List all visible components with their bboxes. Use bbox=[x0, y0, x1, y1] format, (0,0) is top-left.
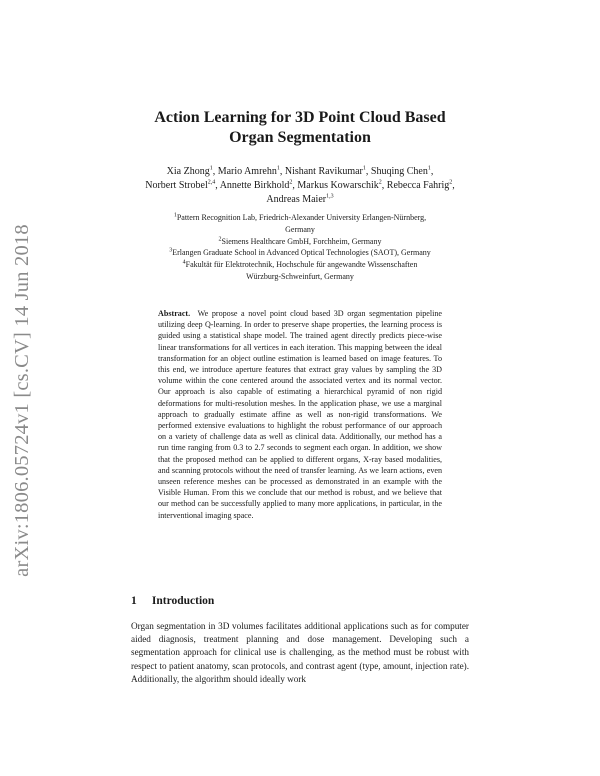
affiliation-text: Germany bbox=[285, 224, 315, 234]
author-affil-marker: 1 bbox=[427, 165, 431, 172]
abstract-text: We propose a novel point cloud based 3D organ segmentation pipeline utilizing deep Q-learning. In order to preserve shape properties, the learning process is guided using a statistical shape model. The trained agent directly predicts piece-wise linear transformations for all vertices in each iteration. This mapping between the ideal transformation for an object outline estimation is learned based on image features. To this end, we introduce aperture features that extract gray values by sampling the 3D volume within the cone centered around the associated vertex and its normal vector. Our approach is also capable of estimating a hierarchical pyramid of non rigid deformations for multi-resolution meshes. In the application phase, we use a marginal approach to gradually estimate affine as well as non-rigid transformations. We performed extensive evaluations to highlight the robust performance of our approach on a variety of challenge data as well as clinical data. Additionally, our method has a run time ranging from 0.3 to 2.7 seconds to segment each organ. In addition, we show that the proposed method can be applied to different organs, X-ray based modalities, and scanning protocols without the need of transfer learning. As we learn actions, even unseen reference meshes can be processed as demonstrated in an example with the Visible Human. From this we conclude that our method is robust, and we believe that our method can be successfully applied to many more applications, in particular, in the interventional imaging space. bbox=[158, 309, 442, 520]
author-sep: , bbox=[365, 166, 371, 177]
affiliation bbox=[115, 236, 485, 248]
affiliation-marker: 2 bbox=[218, 235, 222, 242]
author-name: Andreas Maier bbox=[266, 194, 327, 205]
affiliation bbox=[115, 224, 485, 236]
author bbox=[218, 166, 285, 177]
author-affil-marker: 2,4 bbox=[207, 179, 216, 186]
author-name: Norbert Strobel bbox=[145, 180, 208, 191]
affiliation-marker: 4 bbox=[182, 259, 186, 266]
author-affil-marker: 2 bbox=[289, 179, 293, 186]
author-affil-marker: 1 bbox=[209, 165, 213, 172]
arxiv-identifier bbox=[12, 200, 32, 600]
author-sep: , bbox=[212, 166, 218, 177]
author-affil-marker: 1 bbox=[362, 165, 366, 172]
introduction-paragraph: Organ segmentation in 3D volumes facilitates additional applications such as for computer aided diagnosis, treatment planning and dose management. Developing such a segmentation approach for clinical use is challenging, as the method must be robust with respect to patient anatomy, scan protocols, and contrast agent (type, amount, injection rate). Additionally, the algorithm should ideally work bbox=[131, 621, 469, 684]
author-name: Markus Kowarschik bbox=[297, 180, 379, 191]
title-line-2: Organ Segmentation bbox=[229, 129, 371, 146]
affiliation-marker: 3 bbox=[169, 247, 173, 254]
author-sep: , bbox=[279, 166, 285, 177]
author-affil-marker: 1 bbox=[276, 165, 280, 172]
author bbox=[145, 180, 219, 191]
author-sep: , bbox=[381, 180, 387, 191]
affiliation-text: Siemens Healthcare GmbH, Forchheim, Germany bbox=[221, 236, 382, 246]
author bbox=[387, 180, 455, 191]
author-sep: , bbox=[452, 180, 455, 191]
affiliation bbox=[115, 247, 485, 259]
author-affil-marker: 2 bbox=[378, 179, 382, 186]
affiliation-text: Fakultät für Elektrotechnik, Hochschule für angewandte Wissenschaften bbox=[185, 260, 418, 270]
author-sep: , bbox=[430, 166, 434, 177]
author-name: Mario Amrehn bbox=[217, 166, 277, 177]
author bbox=[220, 180, 298, 191]
affiliation bbox=[115, 259, 485, 271]
author bbox=[167, 166, 218, 177]
author-list bbox=[115, 165, 485, 207]
affiliation-text: Erlangen Graduate School in Advanced Optical Technologies (SAOT), Germany bbox=[172, 248, 431, 258]
affiliation bbox=[115, 271, 485, 283]
author-name: Annette Birkhold bbox=[219, 180, 290, 191]
affiliation-text: Pattern Recognition Lab, Friedrich-Alexander University Erlangen-Nürnberg, bbox=[176, 213, 427, 222]
abstract bbox=[158, 308, 442, 521]
author bbox=[285, 166, 371, 177]
abstract-label: Abstract. bbox=[158, 309, 191, 318]
author bbox=[266, 194, 333, 205]
author-name: Xia Zhong bbox=[166, 166, 210, 177]
author-sep: , bbox=[215, 180, 220, 191]
section-title: Introduction bbox=[151, 595, 215, 607]
affiliation-list bbox=[115, 212, 485, 283]
section-number: 1 bbox=[131, 595, 137, 607]
title-line-1: Action Learning for 3D Point Cloud Based bbox=[154, 109, 446, 126]
author-name: Rebecca Fahrig bbox=[386, 180, 450, 191]
author-name: Shuqing Chen bbox=[370, 166, 428, 177]
paper-title bbox=[120, 108, 480, 148]
author bbox=[371, 166, 433, 177]
author bbox=[297, 180, 386, 191]
author-affil-marker: 1,3 bbox=[326, 193, 334, 200]
author-affil-marker: 2 bbox=[449, 179, 453, 186]
arxiv-stamp-text: arXiv:1806.05724v1 [cs.CV] 14 Jun 2018 bbox=[10, 223, 33, 577]
affiliation bbox=[115, 212, 485, 224]
section-heading-introduction bbox=[131, 595, 214, 607]
author-name: Nishant Ravikumar bbox=[284, 166, 363, 177]
affiliation-marker: 1 bbox=[173, 212, 177, 219]
affiliation-text: Würzburg-Schweinfurt, Germany bbox=[246, 271, 354, 281]
author-sep: , bbox=[292, 180, 298, 191]
